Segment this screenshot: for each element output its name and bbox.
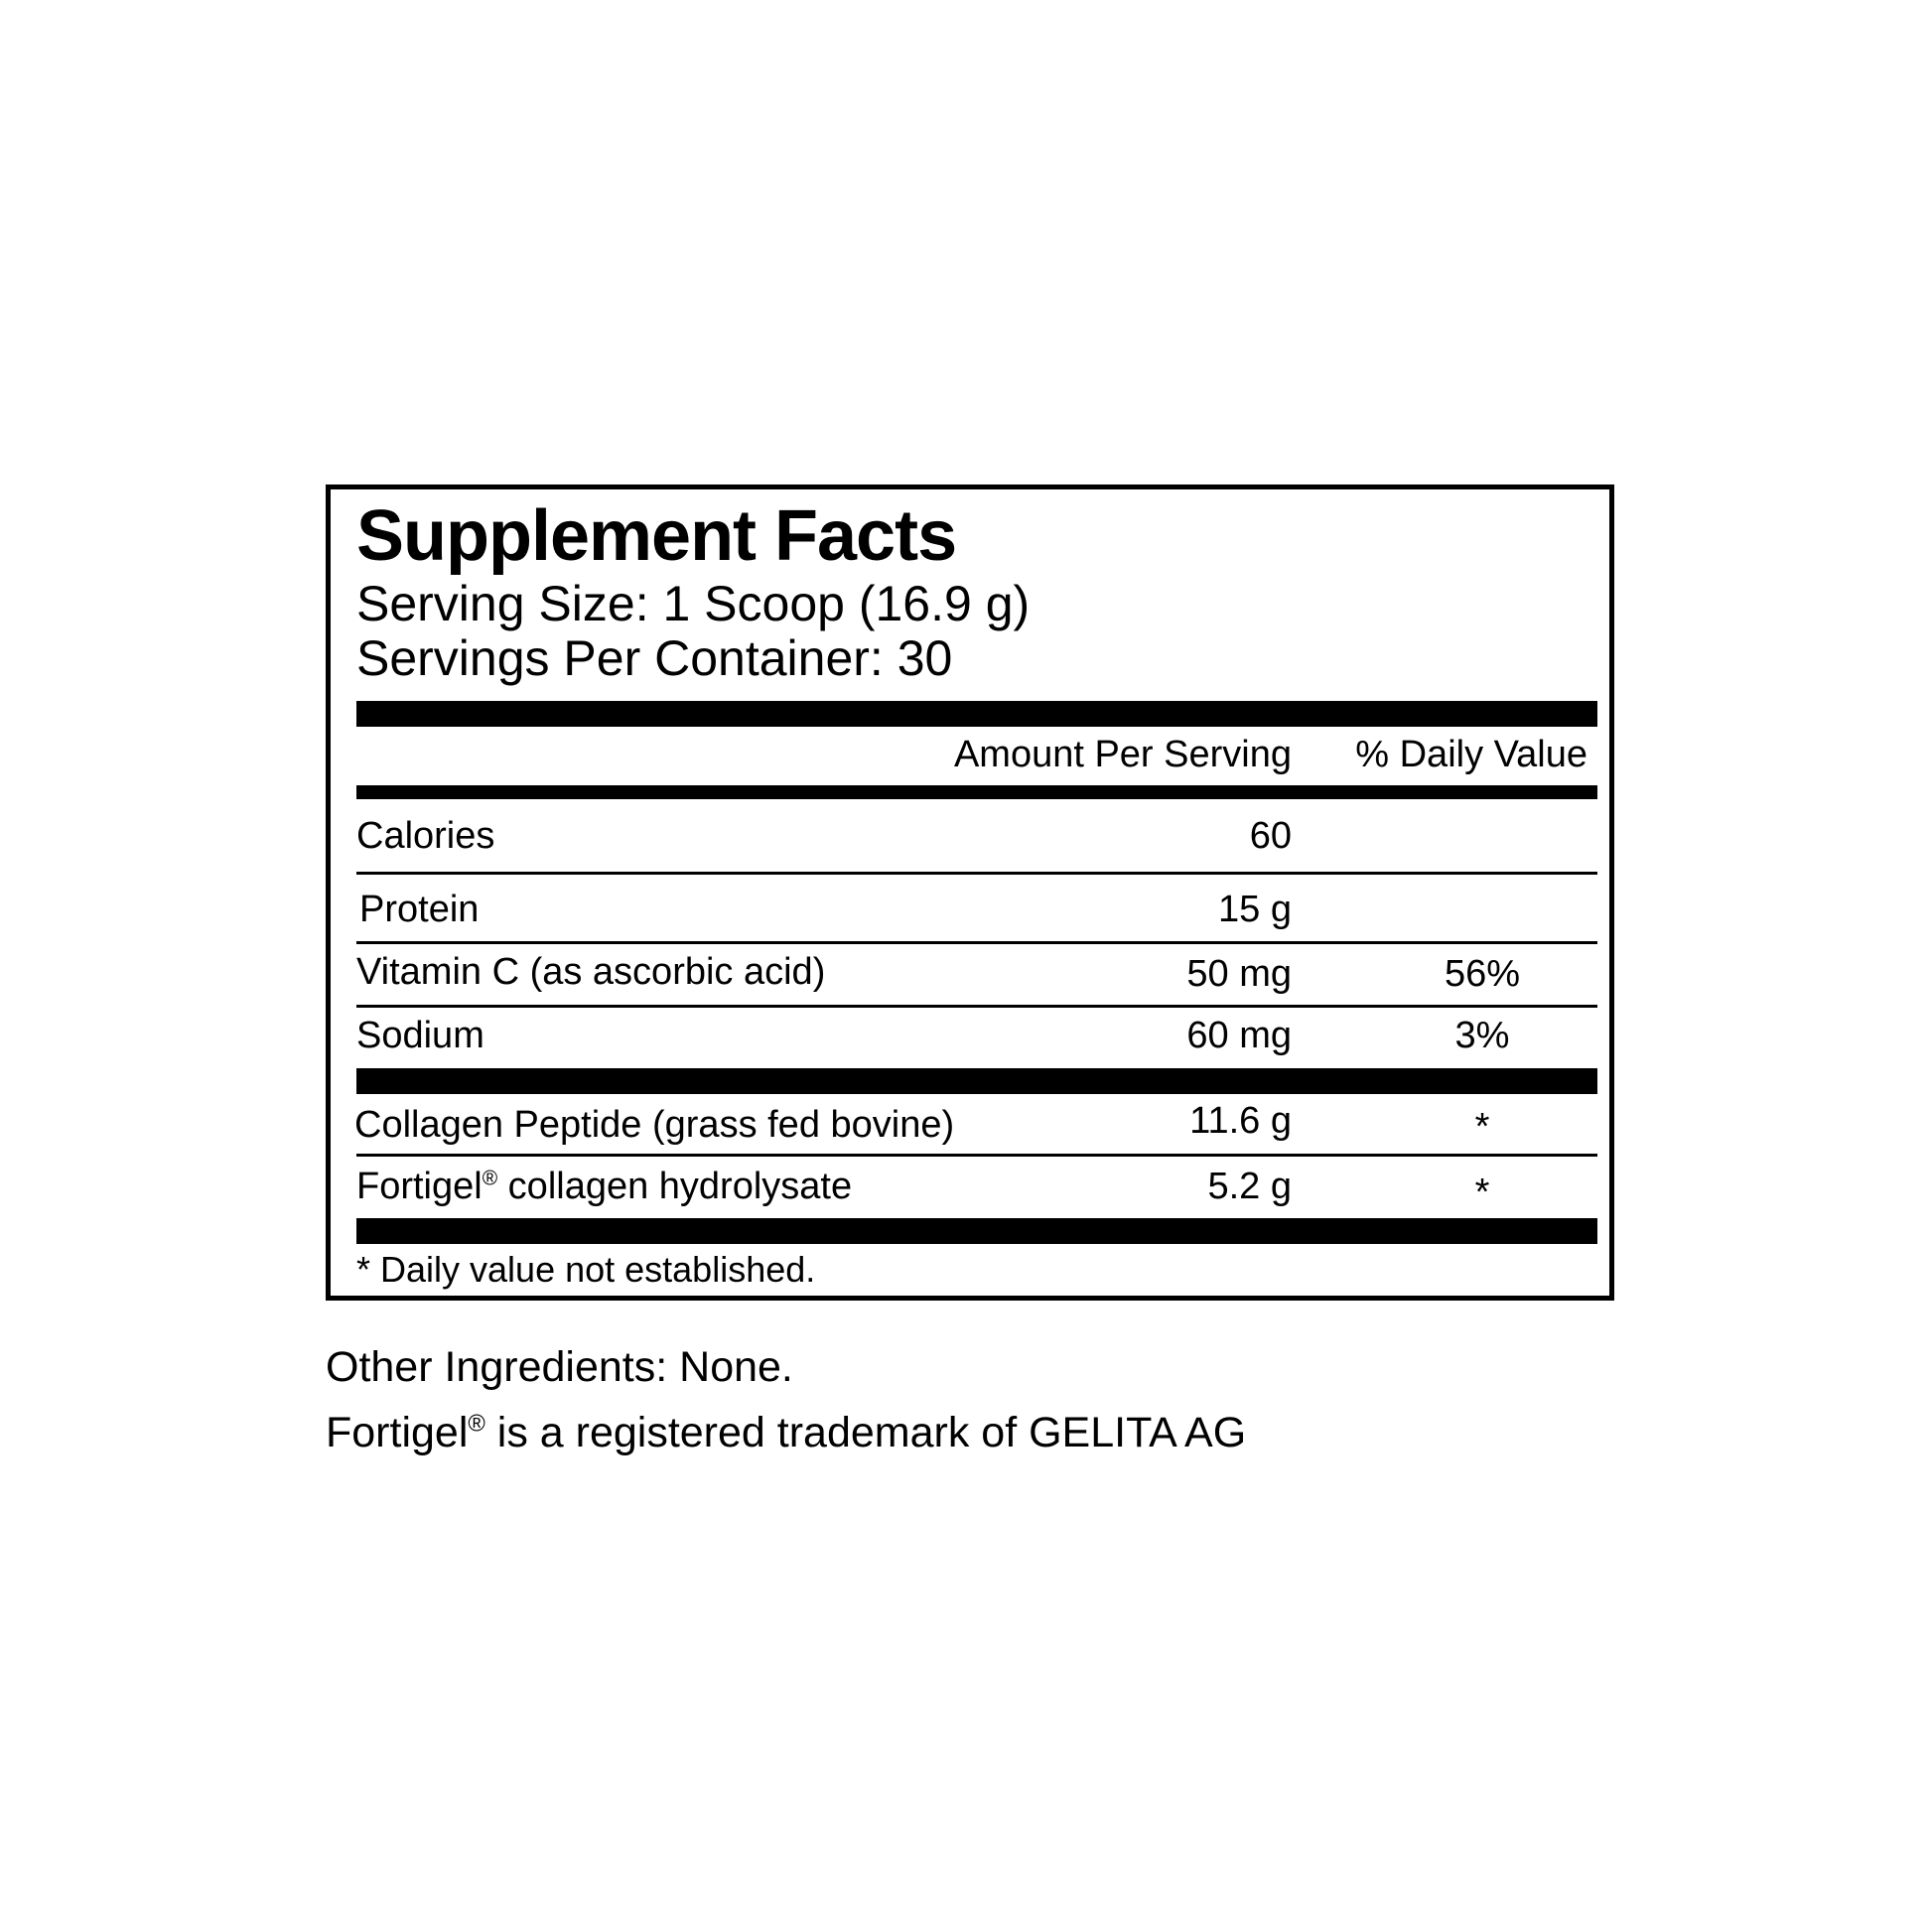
- header-amount-per-serving: Amount Per Serving: [953, 734, 1292, 775]
- footnote: * Daily value not established.: [356, 1249, 816, 1290]
- row-divider: [356, 872, 1597, 875]
- header-daily-value: % Daily Value: [1355, 734, 1587, 775]
- row-dv-vitamin-c: 56%: [1444, 953, 1521, 995]
- row-name-protein: Protein: [359, 889, 480, 930]
- row-name-fortigel: Fortigel® collagen hydrolysate: [356, 1166, 853, 1207]
- row-divider: [356, 941, 1597, 944]
- panel-title: Supplement Facts: [356, 496, 957, 576]
- thick-divider: [356, 701, 1597, 727]
- thick-divider: [356, 1068, 1597, 1094]
- row-amount-calories: 60: [1249, 815, 1292, 857]
- serving-size: Serving Size: 1 Scoop (16.9 g): [356, 576, 1031, 631]
- row-amount-sodium: 60 mg: [1186, 1015, 1292, 1056]
- registered-mark: ®: [468, 1411, 485, 1438]
- supplement-facts-panel: [326, 484, 1614, 1301]
- row-divider: [356, 1005, 1597, 1008]
- medium-divider: [356, 785, 1597, 799]
- row-name-sodium: Sodium: [356, 1015, 484, 1056]
- row-dv-sodium: 3%: [1454, 1015, 1510, 1056]
- row-amount-protein: 15 g: [1218, 889, 1292, 930]
- row-name-calories: Calories: [356, 815, 495, 857]
- other-ingredients: Other Ingredients: None.: [326, 1343, 793, 1391]
- servings-per-container: Servings Per Container: 30: [356, 630, 953, 686]
- trademark-notice: Fortigel® is a registered trademark of GELITA AG: [326, 1409, 1247, 1456]
- thick-divider: [356, 1218, 1597, 1244]
- registered-mark: ®: [482, 1167, 498, 1190]
- row-amount-collagen-peptide: 11.6 g: [1189, 1100, 1292, 1142]
- row-amount-fortigel: 5.2 g: [1207, 1166, 1292, 1207]
- row-amount-vitamin-c: 50 mg: [1186, 953, 1292, 995]
- row-name-vitamin-c: Vitamin C (as ascorbic acid): [356, 951, 826, 993]
- row-name-collagen-peptide: Collagen Peptide (grass fed bovine): [354, 1104, 955, 1146]
- row-divider: [356, 1154, 1597, 1157]
- row-dv-fortigel: *: [1474, 1172, 1490, 1213]
- row-dv-collagen-peptide: *: [1474, 1106, 1490, 1148]
